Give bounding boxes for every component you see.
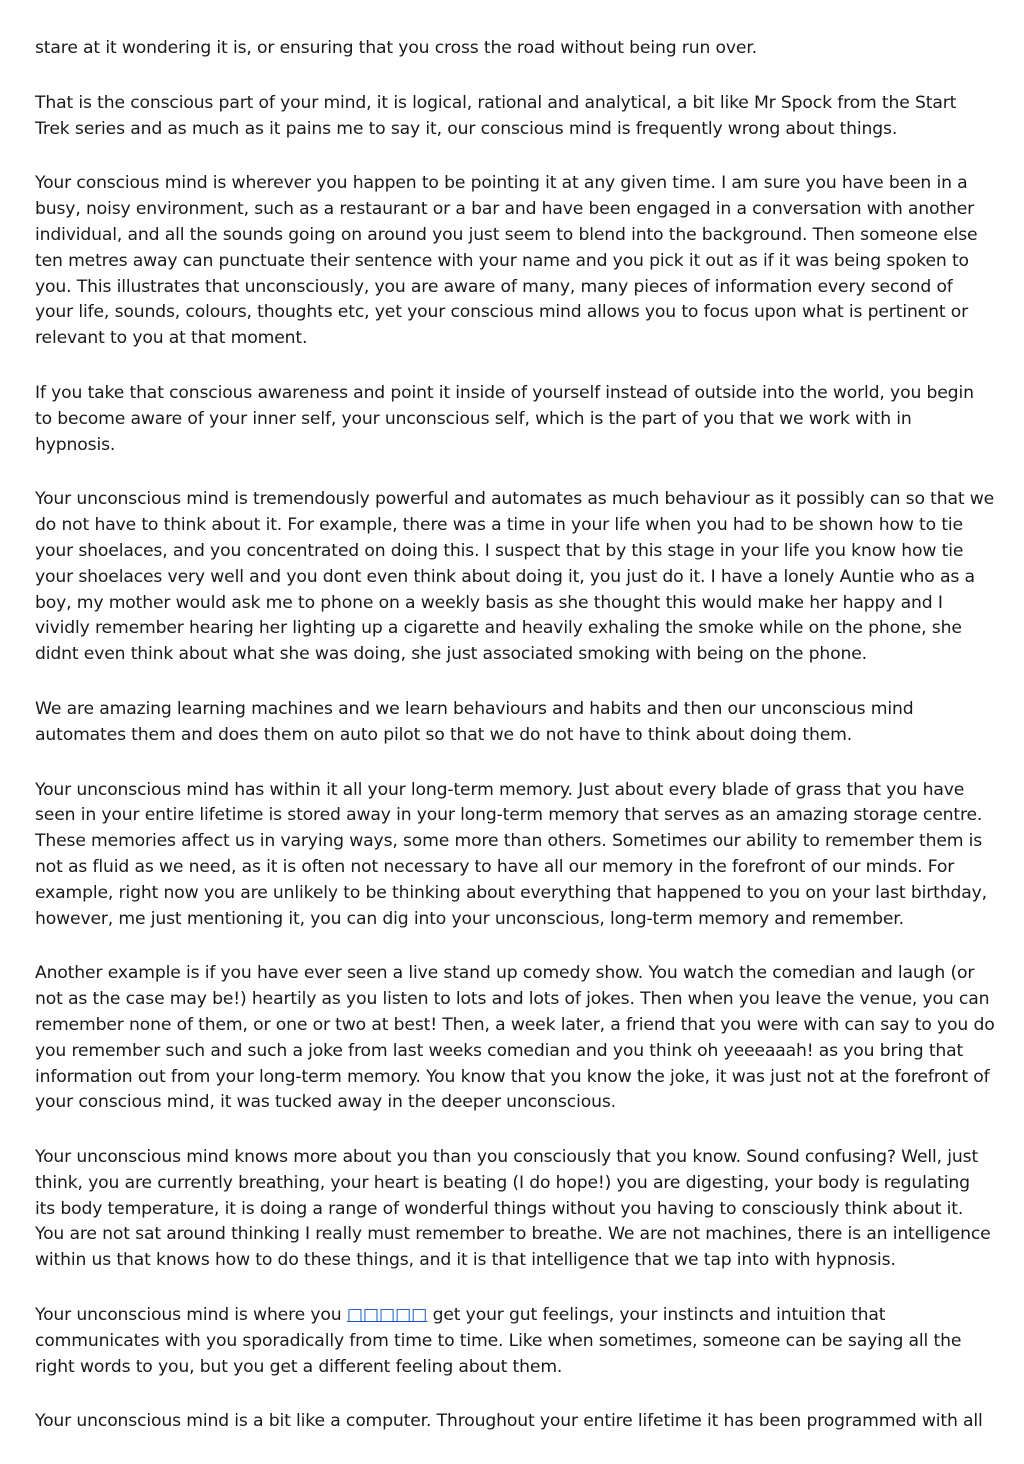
paragraph-10-text-after: get your gut feelings, your instincts and intuition that communicates with you sporadically from time to time. Like when sometimes, someone can be saying all the right words to you, but you get a different feeling about them. bbox=[35, 1305, 962, 1377]
paragraph-10-text-before: Your unconscious mind is where you bbox=[35, 1305, 347, 1326]
paragraph-4: If you take that conscious awareness and point it inside of yourself instead of outside into the world, you begin to become aware of your inner self, your unconscious self, which is the part of you that we work with in hypnosis. bbox=[35, 382, 974, 455]
paragraph-2: That is the conscious part of your mind, it is logical, rational and analytical, a bit like Mr Spock from the Start Trek series and as much as it pains me to say it, our conscious mind is frequently wrong about things. bbox=[35, 92, 957, 139]
inline-link[interactable]: □□□□□ bbox=[346, 1305, 428, 1326]
document-body bbox=[35, 36, 995, 1464]
paragraph-10 bbox=[35, 1303, 995, 1380]
paragraph-11: Your unconscious mind is a bit like a computer. Throughout your entire lifetime it has been programmed with all bbox=[35, 1411, 983, 1432]
paragraph-3: Your conscious mind is wherever you happen to be pointing it at any given time. I am sure you have been in a busy, noisy environment, such as a restaurant or a bar and have been engaged in a conversation with another individual, and all the sounds going on around you just seem to blend into the background. Then someone else ten metres away can punctuate their sentence with your name and you pick it out as if it was being spoken to you. This illustrates that unconsciously, you are aware of many, many pieces of information every second of your life, sounds, colours, thoughts etc, yet your conscious mind allows you to focus upon what is pertinent or relevant to you at that moment. bbox=[35, 173, 978, 349]
paragraph-7: Your unconscious mind has within it all your long-term memory. Just about every blade of grass that you have seen in your entire lifetime is stored away in your long-term memory that serves as an amazing storage centre. These memories affect us in varying ways, some more than others. Sometimes our ability to remember them is not as fluid as we need, as it is often not necessary to have all our memory in the forefront of our minds. For example, right now you are unlikely to be thinking about everything that happened to you on your last birthday, however, me just mentioning it, you can dig into your unconscious, long-term memory and remember. bbox=[35, 779, 987, 929]
paragraph-9: Your unconscious mind knows more about you than you consciously that you know. Sound confusing? Well, just think, you are currently breathing, your heart is beating (I do hope!) you are digesting, your body is regulating its body temperature, it is doing a range of wonderful things without you having to consciously think about it. You are not sat around thinking I really must remember to breathe. We are not machines, there is an intelligence within us that knows how to do these things, and it is that intelligence that we tap into with hypnosis. bbox=[35, 1147, 991, 1271]
paragraph-8: Another example is if you have ever seen a live stand up comedy show. You watch the comedian and laugh (or not as the case may be!) heartily as you listen to lots and lots of jokes. Then when you leave the venue, you can remember none of them, or one or two at best! Then, a week later, a friend that you were with can say to you do you remember such and such a joke from last weeks comedian and you think oh yeeeaaah! as you bring that information out from your long-term memory. You know that you know the joke, it was just not at the forefront of your conscious mind, it was tucked away in the deeper unconscious. bbox=[35, 963, 995, 1113]
paragraph-5: Your unconscious mind is tremendously powerful and automates as much behaviour as it possibly can so that we do not have to think about it. For example, there was a time in your life when you had to be shown how to tie your shoelaces, and you concentrated on doing this. I suspect that by this stage in your life you know how tie your shoelaces very well and you dont even think about doing it, you just do it. I have a lonely Auntie who as a boy, my mother would ask me to phone on a weekly basis as she thought this would make her happy and I vividly remember hearing her lighting up a cigarette and heavily exhaling the smoke while on the phone, she didnt even think about what she was doing, she just associated smoking with being on the phone. bbox=[35, 489, 995, 665]
paragraph-6: We are amazing learning machines and we learn behaviours and habits and then our unconscious mind automates them and does them on auto pilot so that we do not have to think about doing them. bbox=[35, 698, 914, 745]
paragraph-1: stare at it wondering it is, or ensuring that you cross the road without being run over. bbox=[35, 38, 757, 58]
